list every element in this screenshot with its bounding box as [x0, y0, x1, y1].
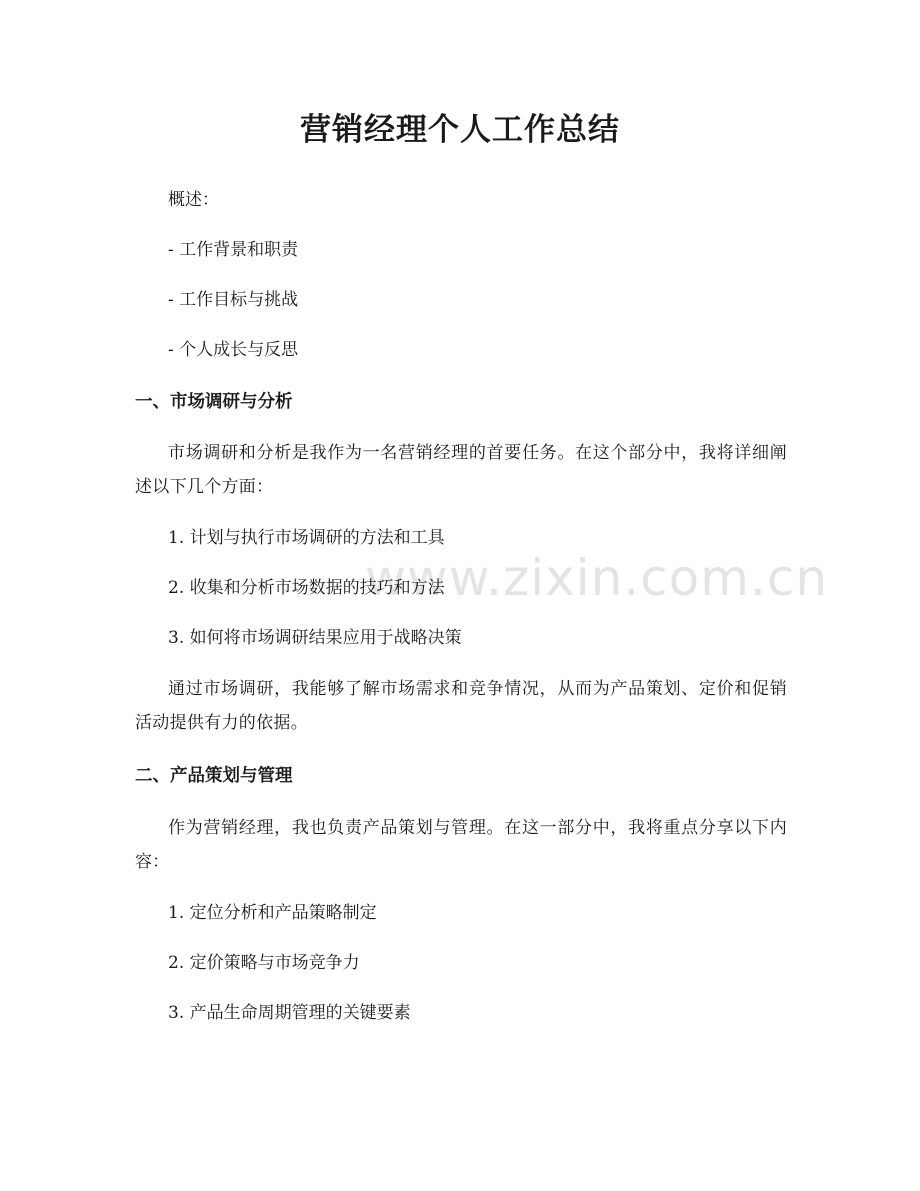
overview-item: - 工作目标与挑战 [168, 290, 299, 310]
overview-item: - 个人成长与反思 [168, 340, 299, 360]
overview-item: - 工作背景和职责 [168, 240, 299, 260]
section-list-item: 3. 产品生命周期管理的关键要素 [168, 1003, 411, 1023]
section-heading-market-research: 一、市场调研与分析 [135, 392, 293, 412]
section-list-item: 1. 计划与执行市场调研的方法和工具 [168, 528, 445, 548]
section-list-item: 3. 如何将市场调研结果应用于战略决策 [168, 628, 462, 648]
overview-label: 概述： [168, 190, 219, 210]
section-list-item: 2. 收集和分析市场数据的技巧和方法 [168, 578, 445, 598]
section-list-item: 1. 定位分析和产品策略制定 [168, 903, 377, 923]
section-heading-product-planning: 二、产品策划与管理 [135, 766, 293, 786]
section-list-item: 2. 定价策略与市场竞争力 [168, 953, 360, 973]
section-intro-paragraph: 作为营销经理，我也负责产品策划与管理。在这一部分中，我将重点分享以下内容： [135, 818, 787, 872]
section-intro-paragraph: 市场调研和分析是我作为一名营销经理的首要任务。在这个部分中，我将详细阐述以下几个方面： [135, 443, 787, 497]
section-conclusion-paragraph: 通过市场调研，我能够了解市场需求和竞争情况，从而为产品策划、定价和促销活动提供有力的依据。 [135, 679, 787, 733]
watermark: www.zixin.com.cn [365, 549, 829, 607]
document-title: 营销经理个人工作总结 [300, 112, 620, 148]
